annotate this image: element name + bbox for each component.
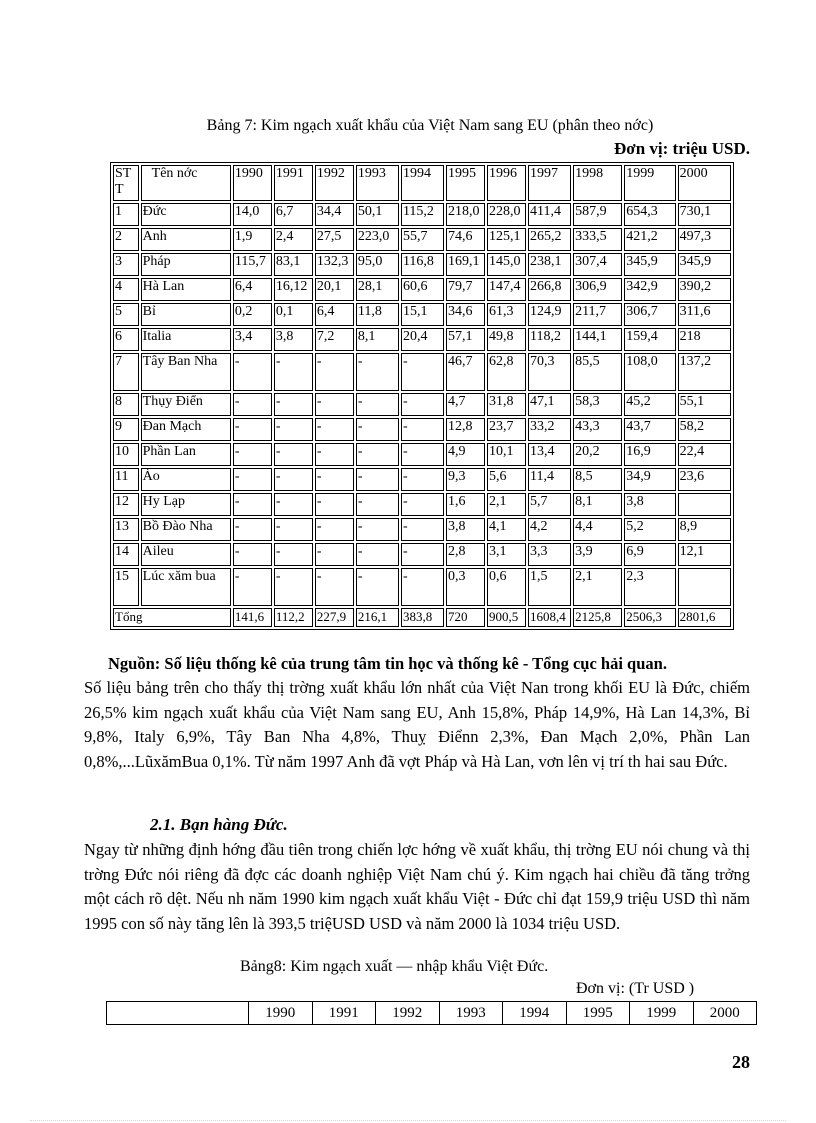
table-cell: 8,1 bbox=[356, 328, 399, 351]
trade-table-header bbox=[107, 1002, 757, 1025]
table-cell: 4,2 bbox=[528, 518, 571, 541]
table-cell: 730,1 bbox=[678, 203, 731, 226]
table-cell: - bbox=[233, 353, 272, 391]
table-cell: 124,9 bbox=[528, 303, 571, 326]
table-cell: 108,0 bbox=[624, 353, 675, 391]
table7-caption: Bảng 7: Kim ngạch xuất khẩu của Việt Nam sang EU (phân theo nớc) bbox=[206, 117, 654, 134]
table-cell: 342,9 bbox=[624, 278, 675, 301]
table-cell: 23,6 bbox=[678, 468, 731, 491]
table-cell: - bbox=[233, 543, 272, 566]
table-cell: 28,1 bbox=[356, 278, 399, 301]
table-cell: 16,9 bbox=[624, 443, 675, 466]
table-cell: - bbox=[315, 353, 354, 391]
table-cell: 2,1 bbox=[487, 493, 526, 516]
table-cell: Đan Mạch bbox=[141, 418, 231, 441]
table-cell bbox=[678, 493, 731, 516]
table-cell: 1 bbox=[113, 203, 139, 226]
table-cell: 238,1 bbox=[528, 253, 571, 276]
table-cell: - bbox=[356, 518, 399, 541]
table-cell: 9,3 bbox=[446, 468, 485, 491]
table8-caption: Bảng8: Kim ngạch xuất — nhập khẩu Việt Đức. bbox=[240, 958, 549, 975]
table-cell: Áo bbox=[141, 468, 231, 491]
table-cell: 43,3 bbox=[573, 418, 622, 441]
table-cell: 4 bbox=[113, 278, 139, 301]
table-cell: 345,9 bbox=[678, 253, 731, 276]
table-cell: 0,3 bbox=[446, 568, 485, 606]
table-cell: - bbox=[401, 468, 444, 491]
table-cell: - bbox=[401, 393, 444, 416]
table-cell: 147,4 bbox=[487, 278, 526, 301]
table-cell: 2000 bbox=[678, 165, 731, 201]
table-cell: - bbox=[356, 443, 399, 466]
table-cell: 2,3 bbox=[624, 568, 675, 606]
table-cell: 27,5 bbox=[315, 228, 354, 251]
table-cell: 1994 bbox=[401, 165, 444, 201]
table-cell: 6,7 bbox=[274, 203, 313, 226]
trade-table bbox=[106, 1001, 757, 1025]
table-cell: - bbox=[401, 443, 444, 466]
table-cell: - bbox=[401, 518, 444, 541]
table-cell: - bbox=[356, 353, 399, 391]
table-cell: 266,8 bbox=[528, 278, 571, 301]
table-cell: Đức bbox=[141, 203, 231, 226]
table-cell: 43,7 bbox=[624, 418, 675, 441]
table-cell: 118,2 bbox=[528, 328, 571, 351]
table-cell: 58,3 bbox=[573, 393, 622, 416]
table-cell: 5,2 bbox=[624, 518, 675, 541]
table-cell: 15,1 bbox=[401, 303, 444, 326]
table-cell: 4,4 bbox=[573, 518, 622, 541]
table-cell: - bbox=[356, 393, 399, 416]
table-header-row bbox=[113, 165, 731, 201]
table-cell: 13,4 bbox=[528, 443, 571, 466]
table-cell: 60,6 bbox=[401, 278, 444, 301]
table-cell: 112,2 bbox=[274, 608, 313, 627]
table-cell: - bbox=[233, 393, 272, 416]
table-cell: 6,4 bbox=[233, 278, 272, 301]
table-cell: 228,0 bbox=[487, 203, 526, 226]
table-cell: 5 bbox=[113, 303, 139, 326]
table-cell: Hà Lan bbox=[141, 278, 231, 301]
table-row bbox=[113, 393, 731, 416]
table-cell: - bbox=[274, 353, 313, 391]
table-cell: 34,4 bbox=[315, 203, 354, 226]
table-cell: 421,2 bbox=[624, 228, 675, 251]
table-cell: 306,9 bbox=[573, 278, 622, 301]
section-heading: 2.1. Bạn hàng Đức. bbox=[150, 815, 288, 834]
table-cell: 2125,8 bbox=[573, 608, 622, 627]
year-header: 1999 bbox=[630, 1002, 694, 1025]
table-cell: Phần Lan bbox=[141, 443, 231, 466]
table-cell: - bbox=[315, 568, 354, 606]
table-cell: 1,6 bbox=[446, 493, 485, 516]
table-cell: 1999 bbox=[624, 165, 675, 201]
table-cell: 1995 bbox=[446, 165, 485, 201]
table-cell: 83,1 bbox=[274, 253, 313, 276]
table-cell: 306,7 bbox=[624, 303, 675, 326]
table-cell: 95,0 bbox=[356, 253, 399, 276]
year-header: 1990 bbox=[249, 1002, 313, 1025]
table-cell: 34,6 bbox=[446, 303, 485, 326]
table-row bbox=[113, 518, 731, 541]
table-cell: - bbox=[274, 518, 313, 541]
table-cell: 265,2 bbox=[528, 228, 571, 251]
table-cell: 0,1 bbox=[274, 303, 313, 326]
table-cell: 587,9 bbox=[573, 203, 622, 226]
table-cell: 46,7 bbox=[446, 353, 485, 391]
table-cell: 3,8 bbox=[446, 518, 485, 541]
table-cell: 137,2 bbox=[678, 353, 731, 391]
table-cell: 79,7 bbox=[446, 278, 485, 301]
table-cell: 1997 bbox=[528, 165, 571, 201]
table-cell: 10,1 bbox=[487, 443, 526, 466]
table-cell: 169,1 bbox=[446, 253, 485, 276]
table-cell: Anh bbox=[141, 228, 231, 251]
page-number: 28 bbox=[732, 1052, 750, 1072]
table-cell: 15 bbox=[113, 568, 139, 606]
table-cell: 116,8 bbox=[401, 253, 444, 276]
table-cell: - bbox=[401, 353, 444, 391]
table-cell: 6 bbox=[113, 328, 139, 351]
table-row bbox=[113, 543, 731, 566]
table-cell: 6,9 bbox=[624, 543, 675, 566]
table-cell: Bồ Đào Nha bbox=[141, 518, 231, 541]
table-cell: 307,4 bbox=[573, 253, 622, 276]
table-cell: 4,9 bbox=[446, 443, 485, 466]
table-row bbox=[113, 303, 731, 326]
table-cell: 115,7 bbox=[233, 253, 272, 276]
table7-unit: Đơn vị: triệu USD. bbox=[614, 139, 750, 158]
table-cell: 55,7 bbox=[401, 228, 444, 251]
table-cell: 1,9 bbox=[233, 228, 272, 251]
table-cell: Tây Ban Nha bbox=[141, 353, 231, 391]
table-row bbox=[113, 253, 731, 276]
table-cell: 14 bbox=[113, 543, 139, 566]
year-header: 1992 bbox=[376, 1002, 440, 1025]
table-cell: - bbox=[356, 468, 399, 491]
table-row bbox=[113, 443, 731, 466]
table-cell: 1998 bbox=[573, 165, 622, 201]
table-cell: 145,0 bbox=[487, 253, 526, 276]
table-cell: 0,2 bbox=[233, 303, 272, 326]
table-cell: - bbox=[356, 493, 399, 516]
table-cell: 20,2 bbox=[573, 443, 622, 466]
table-cell: 2,8 bbox=[446, 543, 485, 566]
footer-rule bbox=[30, 1120, 786, 1121]
table-cell: 159,4 bbox=[624, 328, 675, 351]
table-cell: 11,4 bbox=[528, 468, 571, 491]
table-cell: 1990 bbox=[233, 165, 272, 201]
table-cell: 1608,4 bbox=[528, 608, 571, 627]
table-cell: 47,1 bbox=[528, 393, 571, 416]
table-cell: 125,1 bbox=[487, 228, 526, 251]
total-label: Tổng bbox=[113, 608, 231, 627]
table-cell: 411,4 bbox=[528, 203, 571, 226]
table-cell: 218 bbox=[678, 328, 731, 351]
table-cell: 223,0 bbox=[356, 228, 399, 251]
table-cell: 1992 bbox=[315, 165, 354, 201]
table-cell: - bbox=[315, 518, 354, 541]
table-cell: 31,8 bbox=[487, 393, 526, 416]
table-cell: - bbox=[233, 443, 272, 466]
table-cell: - bbox=[233, 468, 272, 491]
table-cell: - bbox=[315, 493, 354, 516]
table-cell: 33,2 bbox=[528, 418, 571, 441]
table-cell: 1996 bbox=[487, 165, 526, 201]
table-cell: 654,3 bbox=[624, 203, 675, 226]
table-cell: 20,4 bbox=[401, 328, 444, 351]
table-cell: 12 bbox=[113, 493, 139, 516]
table-row bbox=[113, 278, 731, 301]
table-cell: 3 bbox=[113, 253, 139, 276]
table-cell: 11 bbox=[113, 468, 139, 491]
table-row bbox=[113, 228, 731, 251]
table-row bbox=[113, 468, 731, 491]
table-cell: 8,1 bbox=[573, 493, 622, 516]
table-cell: 216,1 bbox=[356, 608, 399, 627]
table-cell: 1,5 bbox=[528, 568, 571, 606]
table-cell: 7,2 bbox=[315, 328, 354, 351]
table-cell: 70,3 bbox=[528, 353, 571, 391]
table-cell: 16,12 bbox=[274, 278, 313, 301]
table-cell: 85,5 bbox=[573, 353, 622, 391]
table-cell: 12,1 bbox=[678, 543, 731, 566]
table-cell: 2,4 bbox=[274, 228, 313, 251]
table-cell: - bbox=[356, 543, 399, 566]
table-row bbox=[113, 493, 731, 516]
table-cell: 345,9 bbox=[624, 253, 675, 276]
table-cell: 9 bbox=[113, 418, 139, 441]
table-cell: 22,4 bbox=[678, 443, 731, 466]
table-cell: Bỉ bbox=[141, 303, 231, 326]
table-cell: 10 bbox=[113, 443, 139, 466]
table-cell: Italia bbox=[141, 328, 231, 351]
table-cell: 12,8 bbox=[446, 418, 485, 441]
table-cell: - bbox=[315, 443, 354, 466]
table-cell: 1991 bbox=[274, 165, 313, 201]
table-row bbox=[113, 568, 731, 606]
table-cell: - bbox=[233, 568, 272, 606]
year-header: 1995 bbox=[566, 1002, 630, 1025]
table-cell: - bbox=[233, 418, 272, 441]
table-cell: Tên nớc bbox=[141, 165, 231, 201]
export-table-body bbox=[113, 165, 731, 627]
table-cell: - bbox=[274, 543, 313, 566]
table-cell: 8,5 bbox=[573, 468, 622, 491]
table-cell: 8,9 bbox=[678, 518, 731, 541]
table-cell: 2 bbox=[113, 228, 139, 251]
table-cell: 1993 bbox=[356, 165, 399, 201]
table-cell: 115,2 bbox=[401, 203, 444, 226]
table-cell: - bbox=[401, 568, 444, 606]
table-cell: - bbox=[274, 468, 313, 491]
table-cell: 5,7 bbox=[528, 493, 571, 516]
table-cell: 0,6 bbox=[487, 568, 526, 606]
table-cell: 20,1 bbox=[315, 278, 354, 301]
table-cell: 132,3 bbox=[315, 253, 354, 276]
table-cell: 23,7 bbox=[487, 418, 526, 441]
year-header: 1993 bbox=[439, 1002, 503, 1025]
table-cell: 49,8 bbox=[487, 328, 526, 351]
table-cell: 58,2 bbox=[678, 418, 731, 441]
table-cell: - bbox=[315, 393, 354, 416]
table-cell: 6,4 bbox=[315, 303, 354, 326]
table-cell: - bbox=[274, 568, 313, 606]
table-cell: 227,9 bbox=[315, 608, 354, 627]
table-cell: Pháp bbox=[141, 253, 231, 276]
table-cell: 383,8 bbox=[401, 608, 444, 627]
table-cell: 144,1 bbox=[573, 328, 622, 351]
export-table bbox=[110, 162, 734, 630]
table-corner-cell bbox=[107, 1002, 249, 1025]
table-cell: 390,2 bbox=[678, 278, 731, 301]
table-cell: 11,8 bbox=[356, 303, 399, 326]
table-cell: 3,8 bbox=[624, 493, 675, 516]
table-cell: 55,1 bbox=[678, 393, 731, 416]
table-cell: 4,7 bbox=[446, 393, 485, 416]
table-cell: Lúc xăm bua bbox=[141, 568, 231, 606]
table-cell: 74,6 bbox=[446, 228, 485, 251]
table-cell: Thụy Điển bbox=[141, 393, 231, 416]
table-cell: 141,6 bbox=[233, 608, 272, 627]
table-cell: 900,5 bbox=[487, 608, 526, 627]
paragraph-analysis: Số liệu bảng trên cho thấy thị trờng xuất khẩu lớn nhất của Việt Nan trong khối EU là Đức, chiếm 26,5% kim ngạch xuất khẩu của Việt Nam sang EU, Anh 15,8%, Pháp 14,9%, Hà Lan 14,3%, Bỉ 9,8%, Italy 6,9%, Tây Ban Nha 4,8%, Thuỵ Điểnn 2,3%, Đan Mạch 2,0%, Phần Lan 0,8%,...LũxămBua 0,1%. Từ năm 1997 Anh đã vợt Pháp và Hà Lan, vơn lên vị trí th hai sau Đức. bbox=[84, 678, 750, 771]
table-total-row bbox=[113, 608, 731, 627]
table-cell: - bbox=[233, 493, 272, 516]
table-cell: - bbox=[401, 418, 444, 441]
source-note: Nguồn: Số liệu thống kê của trung tâm tin học và thống kê - Tổng cục hải quan. bbox=[108, 654, 667, 673]
table-cell: - bbox=[401, 543, 444, 566]
table-cell: 3,4 bbox=[233, 328, 272, 351]
year-header: 2000 bbox=[693, 1002, 757, 1025]
table-cell: 57,1 bbox=[446, 328, 485, 351]
table-cell: 2506,3 bbox=[624, 608, 675, 627]
table-cell: 3,1 bbox=[487, 543, 526, 566]
table-cell: 2801,6 bbox=[678, 608, 731, 627]
table-cell: 2,1 bbox=[573, 568, 622, 606]
table-cell: 311,6 bbox=[678, 303, 731, 326]
table-cell: - bbox=[274, 443, 313, 466]
table-cell: 497,3 bbox=[678, 228, 731, 251]
table-cell: 62,8 bbox=[487, 353, 526, 391]
table-cell: 61,3 bbox=[487, 303, 526, 326]
table-cell: 3,8 bbox=[274, 328, 313, 351]
table-cell: - bbox=[274, 393, 313, 416]
table-cell: - bbox=[315, 418, 354, 441]
table-cell: - bbox=[315, 543, 354, 566]
table-cell: - bbox=[233, 518, 272, 541]
table-cell: 333,5 bbox=[573, 228, 622, 251]
table-cell: - bbox=[274, 418, 313, 441]
table-cell: 218,0 bbox=[446, 203, 485, 226]
table-cell bbox=[678, 568, 731, 606]
table-cell: 45,2 bbox=[624, 393, 675, 416]
table-cell: - bbox=[401, 493, 444, 516]
table-cell: - bbox=[315, 468, 354, 491]
table-cell: 7 bbox=[113, 353, 139, 391]
table-cell: 13 bbox=[113, 518, 139, 541]
table-row bbox=[113, 328, 731, 351]
table-row bbox=[113, 353, 731, 391]
table-cell: Hy Lạp bbox=[141, 493, 231, 516]
table-cell: 8 bbox=[113, 393, 139, 416]
paragraph-germany: Ngay từ những định hớng đầu tiên trong chiến lợc hớng về xuất khẩu, thị trờng EU nói chung và thị trờng Đức nói riêng đã đợc các doanh nghiệp Việt Nam chú ý. Kim ngạch hai chiều đã tăng trởng một cách rõ dệt. Nếu nh năm 1990 kim ngạch xuất khẩu Việt - Đức chỉ đạt 159,9 triệu USD thì năm 1995 con số này tăng lên là 393,5 triệUSD USD và năm 2000 là 1034 triệu USD. bbox=[84, 840, 750, 933]
year-header: 1994 bbox=[503, 1002, 567, 1025]
table8-unit: Đơn vị: (Tr USD ) bbox=[576, 980, 695, 997]
table-cell: 5,6 bbox=[487, 468, 526, 491]
year-header: 1991 bbox=[312, 1002, 376, 1025]
table-cell: 34,9 bbox=[624, 468, 675, 491]
table-cell: 50,1 bbox=[356, 203, 399, 226]
table-row bbox=[113, 203, 731, 226]
table-cell: - bbox=[356, 418, 399, 441]
table-cell: 4,1 bbox=[487, 518, 526, 541]
table-cell: - bbox=[356, 568, 399, 606]
table-row bbox=[113, 418, 731, 441]
table-cell: 3,9 bbox=[573, 543, 622, 566]
table-cell: 14,0 bbox=[233, 203, 272, 226]
table-cell: Aileu bbox=[141, 543, 231, 566]
table-cell: 3,3 bbox=[528, 543, 571, 566]
table-cell: 211,7 bbox=[573, 303, 622, 326]
table-cell: - bbox=[274, 493, 313, 516]
table-cell: ST T bbox=[113, 165, 139, 201]
table-cell: 720 bbox=[446, 608, 485, 627]
